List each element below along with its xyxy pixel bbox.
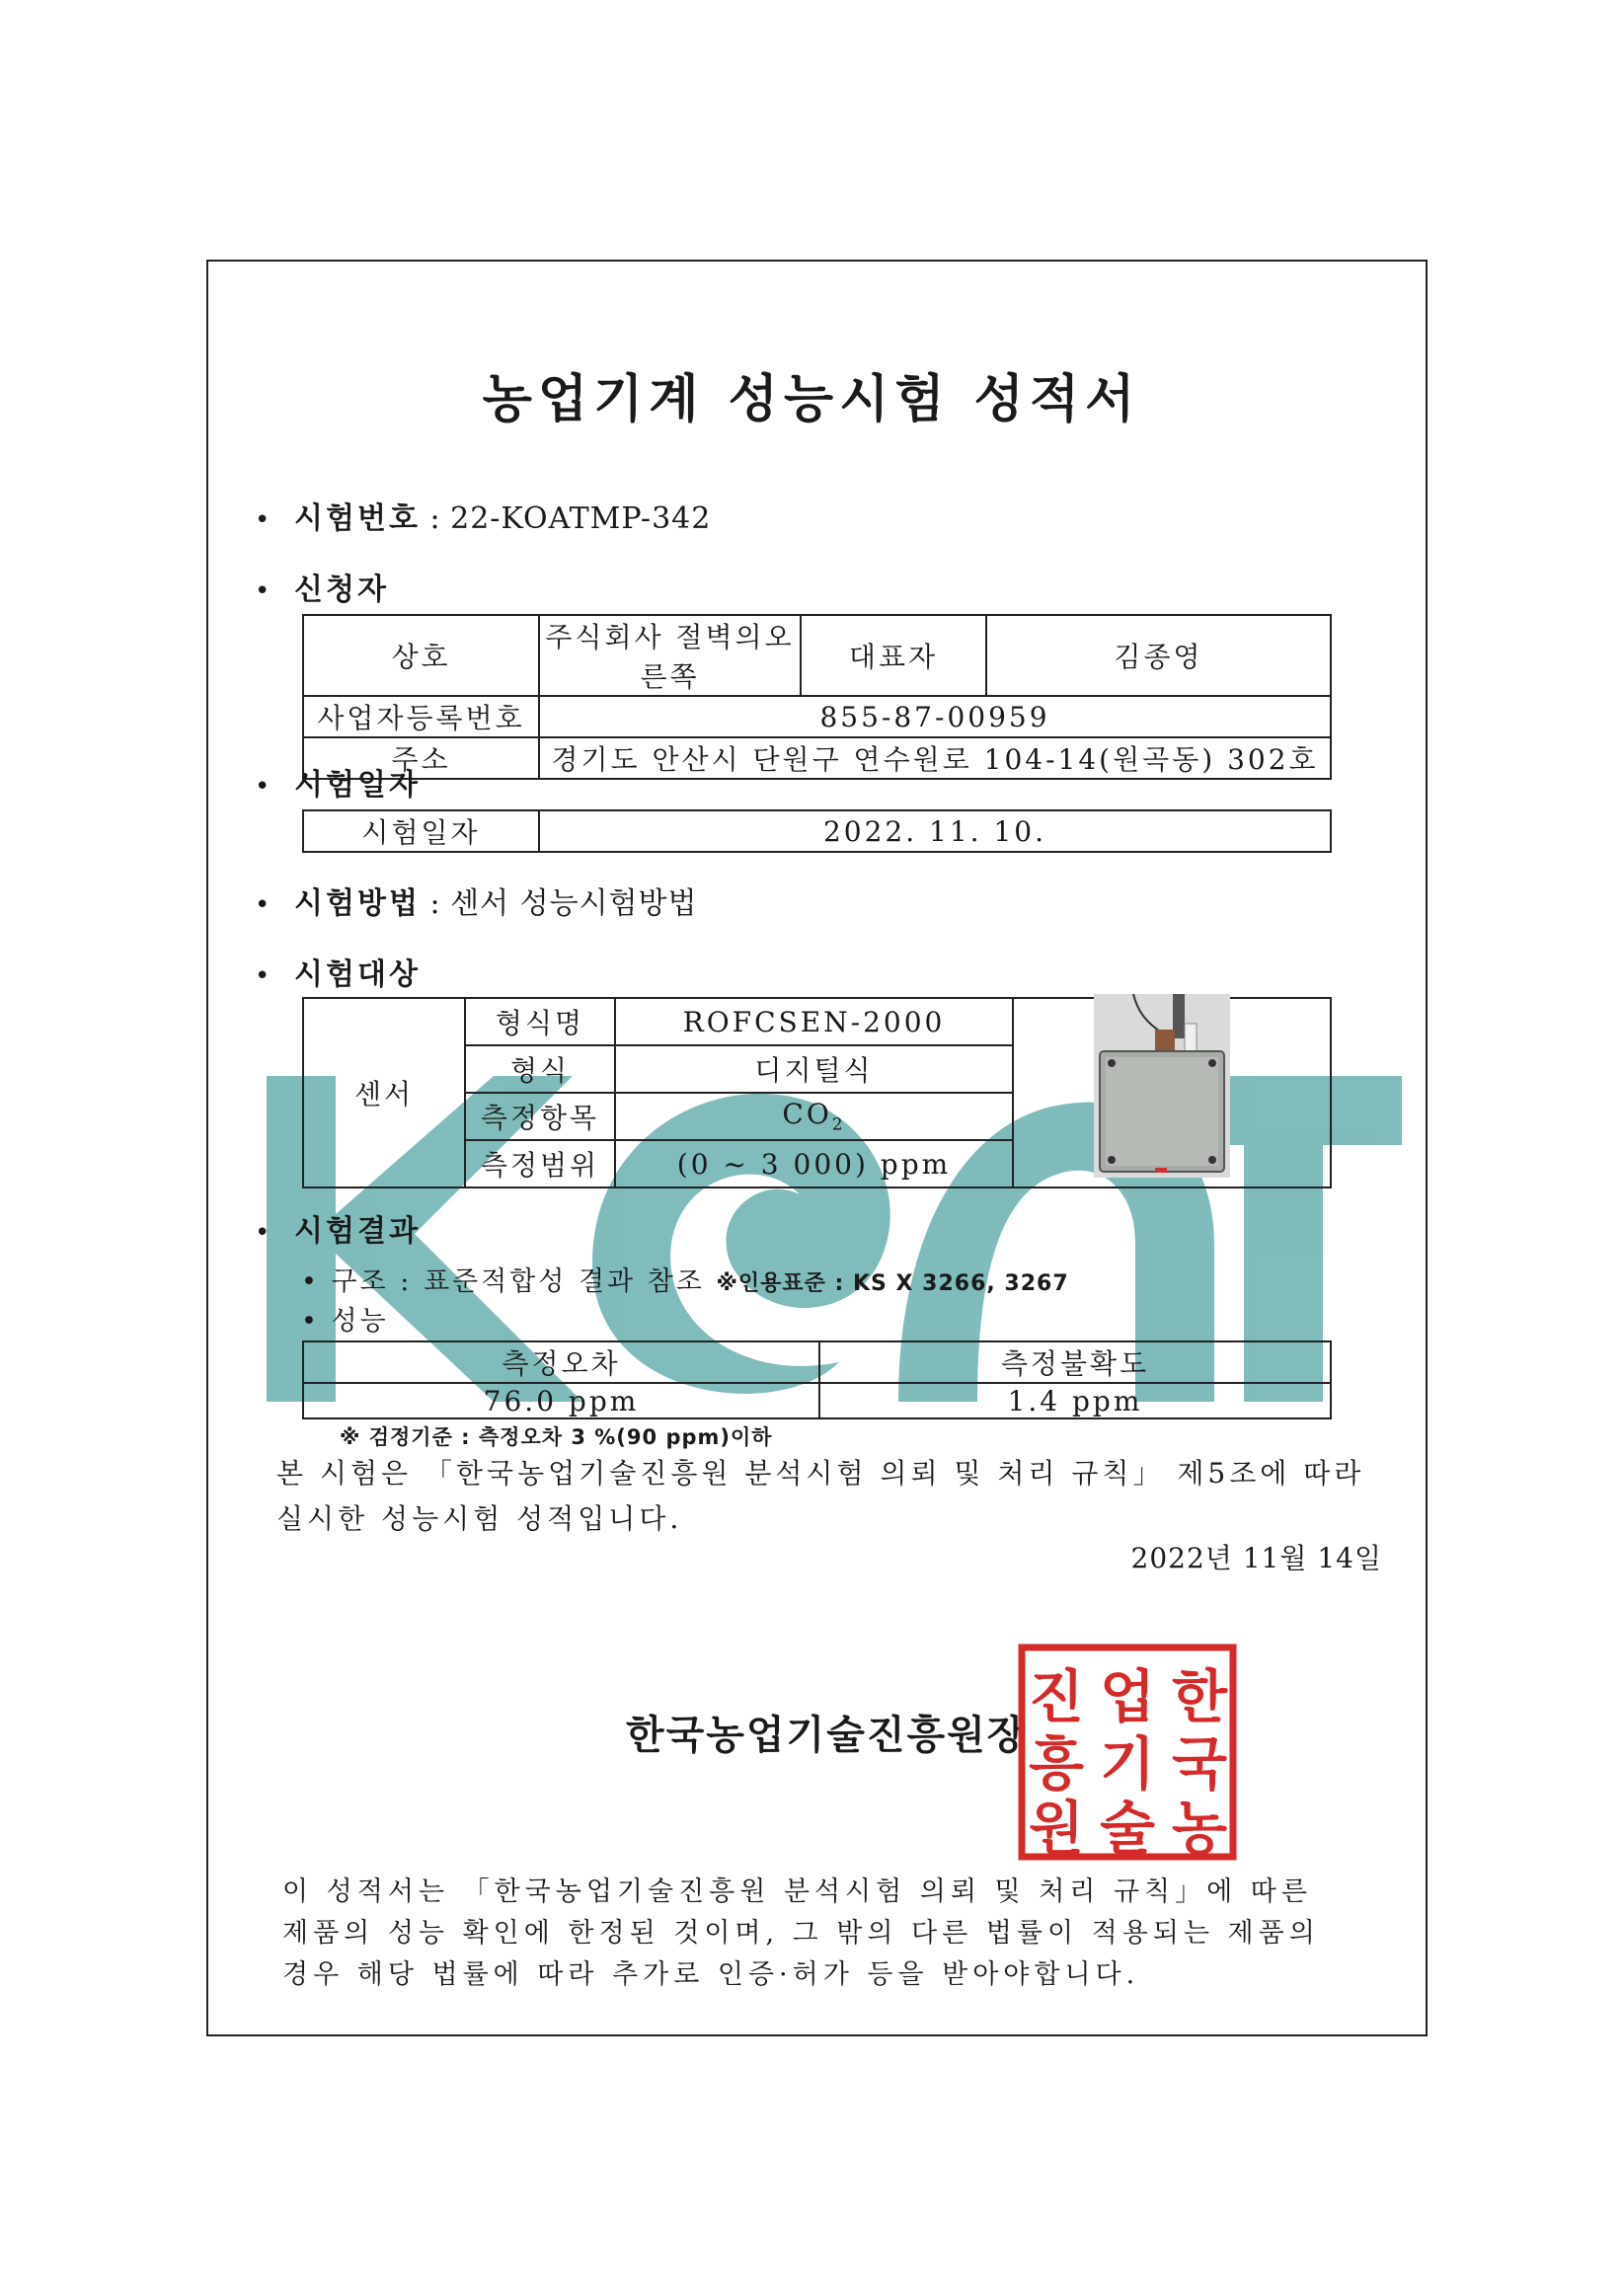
test-number-label: 시험번호: [294, 501, 421, 536]
test-result-section: [255, 1206, 421, 1250]
test-result-label: 시험결과: [294, 1214, 421, 1249]
bullet-icon: •: [255, 890, 270, 920]
bullet-icon: •: [301, 1266, 320, 1297]
standard-note: ※인용표준 : KS X 3266, 3267: [716, 1271, 1069, 1296]
statement-line: 실시한 성능시험 성적입니다.: [276, 1502, 683, 1535]
applicant-section: [255, 565, 389, 608]
bullet-icon: •: [255, 961, 270, 991]
target-row-label: 측정항목: [465, 1093, 615, 1140]
target-row-value: 디지털식: [615, 1045, 1013, 1093]
structure-text: 구조 : 표준적합성 결과 참조: [331, 1266, 705, 1297]
separator: :: [429, 501, 441, 536]
result-header: 측정불확도: [819, 1341, 1331, 1383]
uncertainty-value: 1.4 ppm: [819, 1383, 1331, 1418]
seal-character: 원: [1028, 1795, 1085, 1862]
target-row-value: ROFCSEN-2000: [615, 998, 1013, 1045]
criteria-note: ※ 검정기준 : 측정오차 3 %(90 ppm)이하: [340, 1425, 773, 1449]
test-method-value: 센서 성능시험방법: [450, 886, 698, 921]
statement-line: 본 시험은 「한국농업기술진흥원 분석시험 의뢰 및 처리 규칙」 제5조에 따라: [276, 1457, 1365, 1490]
performance-line: [301, 1299, 389, 1338]
test-date-heading: 시험일자: [294, 768, 421, 803]
company-value: 주식회사 절벽의오른쪽: [539, 615, 801, 696]
reg-number-label: 사업자등록번호: [303, 696, 539, 737]
applicant-label: 신청자: [294, 573, 389, 607]
seal-character: 흥: [1028, 1730, 1085, 1798]
seal-character: 업: [1099, 1663, 1156, 1730]
seal-character: 국: [1171, 1730, 1228, 1798]
test-target-label: 시험대상: [294, 957, 421, 992]
issue-date: 2022년 11월 14일: [1130, 1542, 1382, 1574]
test-date-value: 2022. 11. 10.: [539, 810, 1331, 852]
target-row-label: 형식명: [465, 998, 615, 1045]
test-date-cell-label: 시험일자: [303, 810, 539, 852]
performance-text: 성능: [331, 1306, 389, 1337]
test-date-section: [255, 760, 421, 804]
seal-character: 술: [1099, 1795, 1156, 1862]
target-row-label: 형식: [465, 1045, 615, 1093]
statement: [276, 1451, 1364, 1542]
address-label: 주소: [303, 737, 539, 779]
company-label: 상호: [303, 615, 539, 696]
seal-character: 농: [1171, 1795, 1228, 1862]
measure-item-subscript: 2: [831, 1114, 846, 1135]
test-number-section: [255, 494, 711, 537]
measure-item-text: CO: [782, 1098, 832, 1131]
test-method-section: [255, 879, 698, 922]
target-row-value: [615, 1093, 1013, 1140]
bullet-icon: •: [301, 1306, 320, 1337]
bullet-icon: •: [255, 505, 270, 535]
reg-number-value: 855-87-00959: [539, 696, 1331, 737]
result-header: 측정오차: [303, 1341, 819, 1383]
target-row-label: 측정범위: [465, 1140, 615, 1187]
target-category: 센서: [303, 998, 465, 1187]
ceo-label: 대표자: [801, 615, 986, 696]
document-title: 농업기계 성능시험 성적서: [482, 370, 1141, 429]
seal-character: 진: [1028, 1663, 1085, 1730]
result-table: [302, 1340, 1332, 1419]
disclaimer-line: 경우 해당 법률에 따라 추가로 인증·허가 등을 받아야합니다.: [282, 1959, 1140, 1990]
ceo-value: 김종영: [986, 615, 1331, 696]
test-number-value: 22-KOATMP-342: [450, 501, 712, 536]
seal-character: 기: [1099, 1730, 1156, 1798]
separator: :: [429, 886, 441, 921]
issuer-name: 한국농업기술진흥원장: [626, 1713, 1028, 1758]
target-row-value: (0 ~ 3 000) ppm: [615, 1140, 1013, 1187]
bullet-icon: •: [255, 772, 270, 802]
bullet-icon: •: [255, 576, 270, 606]
test-target-section: [255, 950, 421, 993]
disclaimer-line: 이 성적서는 「한국농업기술진흥원 분석시험 의뢰 및 처리 규칙」에 따른: [282, 1876, 1312, 1907]
test-method-label: 시험방법: [294, 886, 421, 921]
disclaimer-line: 제품의 성능 확인에 한정된 것이며, 그 밖의 다른 법률이 적용되는 제품의: [282, 1918, 1320, 1949]
measurement-error-value: 76.0 ppm: [303, 1383, 819, 1418]
test-date-table: [302, 809, 1332, 853]
applicant-table: [302, 614, 1332, 780]
bullet-icon: •: [255, 1218, 270, 1248]
disclaimer: [282, 1872, 1320, 1996]
address-value: 경기도 안산시 단원구 연수원로 104-14(원곡동) 302호: [539, 737, 1331, 779]
official-seal: [1017, 1643, 1238, 1862]
seal-character: 한: [1171, 1663, 1228, 1730]
structure-line: [301, 1260, 1069, 1298]
sensor-photo: [1094, 994, 1230, 1178]
